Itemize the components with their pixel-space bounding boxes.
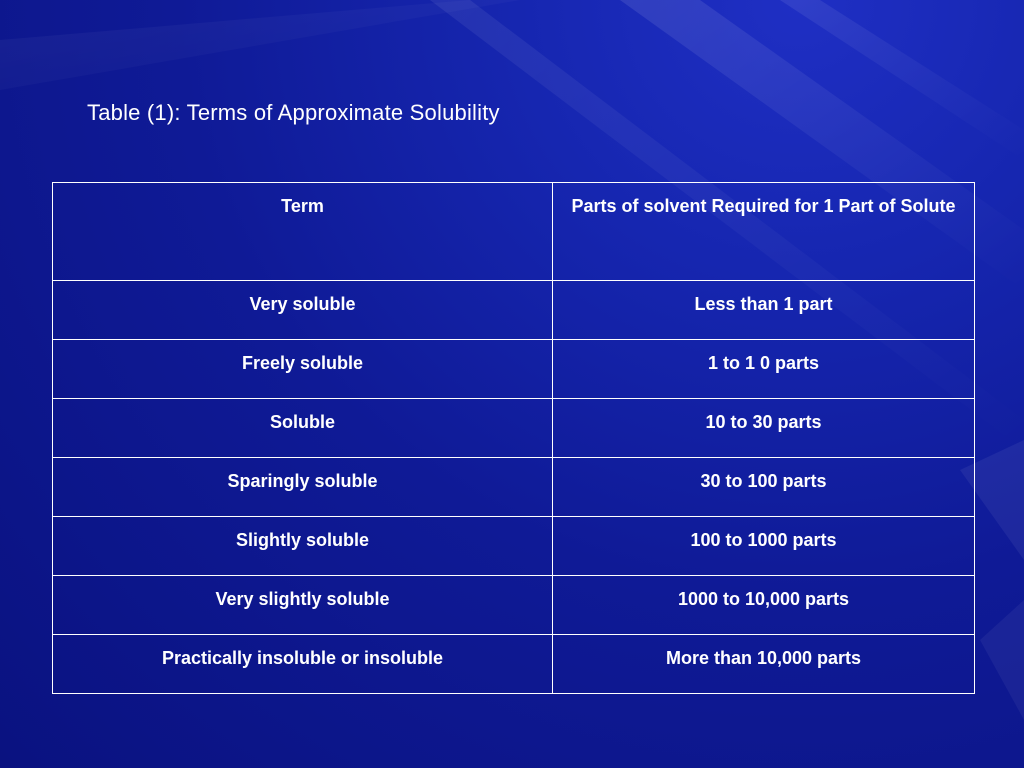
parts-cell: 1 to 1 0 parts [553, 340, 975, 399]
table-row [53, 399, 975, 458]
solubility-table [52, 182, 975, 694]
table-row [53, 517, 975, 576]
term-cell: Very soluble [53, 281, 553, 340]
table-row [53, 576, 975, 635]
table-row [53, 458, 975, 517]
table-header-row [53, 183, 975, 281]
parts-cell: 30 to 100 parts [553, 458, 975, 517]
table-row [53, 635, 975, 694]
term-cell: Soluble [53, 399, 553, 458]
term-cell: Freely soluble [53, 340, 553, 399]
parts-cell: 100 to 1000 parts [553, 517, 975, 576]
term-cell: Practically insoluble or insoluble [53, 635, 553, 694]
header-term: Term [53, 183, 553, 281]
parts-cell: More than 10,000 parts [553, 635, 975, 694]
table-row [53, 281, 975, 340]
parts-cell: 1000 to 10,000 parts [553, 576, 975, 635]
term-cell: Very slightly soluble [53, 576, 553, 635]
slide-title: Table (1): Terms of Approximate Solubility [87, 100, 500, 125]
term-cell: Slightly soluble [53, 517, 553, 576]
parts-cell: 10 to 30 parts [553, 399, 975, 458]
parts-cell: Less than 1 part [553, 281, 975, 340]
header-parts: Parts of solvent Required for 1 Part of Solute [553, 183, 975, 281]
table-row [53, 340, 975, 399]
term-cell: Sparingly soluble [53, 458, 553, 517]
